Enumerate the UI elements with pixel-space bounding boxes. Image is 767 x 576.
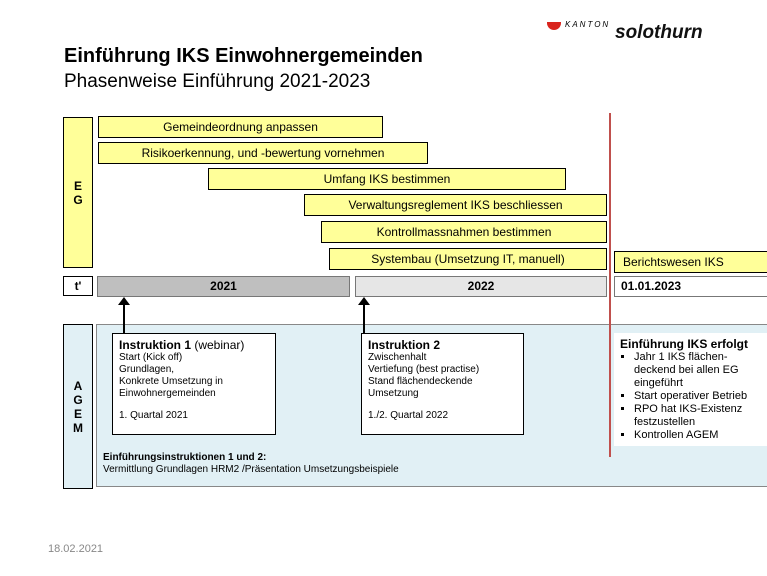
instruktion-2-title: Instruktion 2 (368, 338, 441, 352)
instruktion-2-line: Umsetzung (368, 388, 419, 399)
page-title: Einführung IKS Einwohnergemeinden (64, 45, 423, 67)
task-bar-risikoerkennung: Risikoerkennung, und -bewertung vornehmen (98, 142, 428, 164)
instruktion-1-title: Instruktion 1 (119, 338, 192, 352)
page-subtitle: Phasenweise Einführung 2021-2023 (64, 71, 371, 92)
deadline-line (609, 113, 611, 457)
instruktion-1-line: Start (Kick off) (119, 352, 183, 363)
slide-date: 18.02.2021 (48, 543, 104, 555)
timeline-label-box (63, 276, 93, 296)
task-bar-verwaltungsreglement: Verwaltungsreglement IKS beschliessen (304, 194, 607, 216)
einfuehrung-footer-text: Vermittlung Grundlagen HRM2 /Präsentation Umsetzungsbeispiele (103, 464, 399, 475)
kanton-solothurn-logo (545, 20, 745, 50)
agem-label-letter: G (73, 392, 83, 407)
eg-label-letter: G (73, 192, 83, 207)
year-2022: 2022 (355, 276, 607, 297)
task-bar-umfang-iks: Umfang IKS bestimmen (208, 168, 566, 190)
result-item: ▪ Jahr 1 IKS flächen-deckend bei allen EG eingeführt (634, 351, 767, 390)
instruktion-1-quarter: 1. Quartal 2021 (119, 410, 188, 421)
result-title: Einführung IKS erfolgt (620, 337, 748, 351)
logo-kanton-text: KANTON (565, 20, 611, 29)
arrow-up-icon (350, 297, 380, 337)
instruktion-1-title-suffix: (webinar) (191, 338, 245, 352)
instruktion-1-line: Grundlagen, (119, 364, 175, 375)
result-box (614, 333, 767, 446)
task-bar-gemeindeordnung: Gemeindeordnung anpassen (98, 116, 383, 138)
year-2021: 2021 (97, 276, 350, 297)
instruktion-2-line: Zwischenhalt (368, 352, 427, 363)
arrow-up-icon (110, 297, 140, 337)
result-item: ▪ RPO hat IKS-Existenz festzustellen (634, 403, 767, 429)
instruktion-1-line: Einwohnergemeinden (119, 388, 216, 399)
eg-label-box (63, 117, 93, 268)
instruktion-2-line: Vertiefung (best practise) (368, 364, 480, 375)
logo-name-text: solothurn (615, 22, 703, 43)
logo-mark-icon (547, 22, 561, 30)
result-item: ▪ Kontrollen AGEM (634, 429, 767, 442)
task-bar-kontrollmassnahmen: Kontrollmassnahmen bestimmen (321, 221, 607, 243)
instruktion-2-line: Stand flächendeckende (368, 376, 473, 387)
agem-label-box (63, 324, 93, 489)
agem-label-letter: M (73, 420, 83, 435)
instruktion-2-box (361, 333, 524, 435)
result-list (620, 351, 767, 442)
instruktion-1-box (112, 333, 276, 435)
timeline-label: t' (74, 279, 82, 293)
instruktion-1-line: Konkrete Umsetzung in (119, 376, 223, 387)
instruktion-2-quarter: 1./2. Quartal 2022 (368, 410, 449, 421)
year-2023: 01.01.2023 (614, 276, 767, 297)
agem-label-letter: E (73, 406, 82, 421)
task-bar-berichtswesen: Berichtswesen IKS (614, 251, 767, 273)
einfuehrung-footer (103, 452, 399, 476)
einfuehrung-footer-title: Einführungsinstruktionen 1 und 2: (103, 452, 267, 463)
result-item: ▪ Start operativer Betrieb (634, 390, 767, 403)
agem-label-letter: A (73, 378, 83, 393)
task-bar-systembau: Systembau (Umsetzung IT, manuell) (329, 248, 607, 270)
eg-label-letter: E (73, 178, 82, 193)
